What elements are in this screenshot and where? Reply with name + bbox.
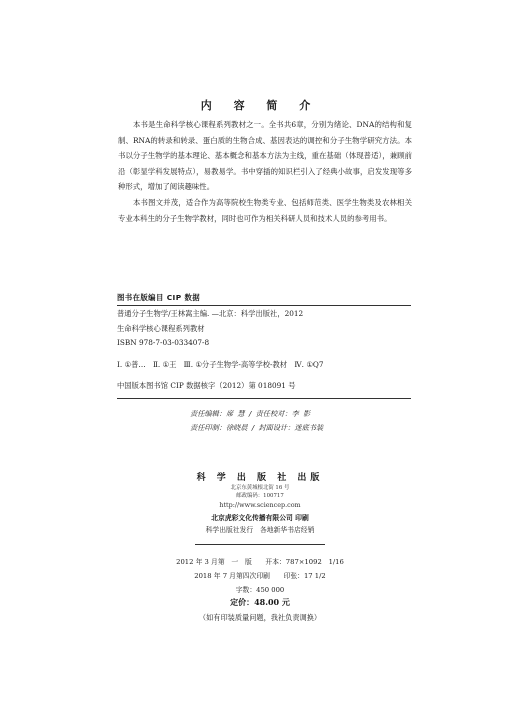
cip-block	[117, 307, 417, 394]
publisher-zip: 邮政编码：100717	[236, 493, 284, 499]
cip-bottom-rule	[117, 398, 411, 399]
distribution-line: 科学出版社发行 各地新华书店经销	[205, 526, 315, 534]
printer-line: 北京虎彩文化传播有限公司 印刷	[211, 514, 309, 522]
cip-title-line: 普通分子生物学/王林嵩主编. —北京：科学出版社，2012	[117, 309, 304, 318]
cip-number-line: 中国版本图书馆 CIP 数据核字（2012）第 018091 号	[117, 381, 296, 390]
publisher-name: 科 学 出 版 社 出版	[196, 473, 324, 483]
price: 定价：48.00 元	[230, 597, 290, 607]
cip-top-rule	[117, 305, 411, 306]
cip-series-line: 生命科学核心课程系列教材	[117, 323, 205, 333]
publisher-rule	[195, 544, 325, 545]
cip-gap	[117, 372, 417, 379]
cip-isbn-line: ISBN 978-7-03-033407-8	[117, 338, 210, 347]
editors-block	[190, 407, 323, 435]
publisher-url: http://www.sciencep.com	[219, 501, 301, 509]
cip-gap	[117, 351, 417, 358]
editors-line-2: 责任印制：徐晓晨 / 封面设计：迷底书装	[190, 423, 324, 432]
intro-paragraph-1: 本书是生命科学核心课程系列教材之一。全书共6章，分别为绪论、DNA的结构和复制、RNA的转录和转录、蛋白质的生物合成、基因表达的调控和分子生物学研究方法。本书以分子生物学的基本理论、基本概念和基本方法为主线，重在基础（体现普适），兼顾前沿（彰显学科发展特点），易教易学。书中穿插的知识栏引入了经典小故事，启发发现等多种形式，增加了阅读趣味性。	[118, 120, 412, 192]
cip-heading: 图书在版编目 CIP 数据	[117, 293, 201, 302]
cip-subject-line: Ⅰ. ①普… Ⅱ. ①王 Ⅲ. ①分子生物学-高等学校-教材 Ⅳ. ①Q7	[117, 359, 324, 369]
intro-title: 内 容 简 介	[200, 99, 320, 112]
editors-line-1: 责任编辑：席 慧 / 责任校对：李 影	[190, 409, 311, 418]
intro-paragraph-2: 本书图文并茂，适合作为高等院校生物类专业、包括师范类、医学生物类及农林相关专业本科生的分子生物学教材，同时也可作为相关科研人员和技术人员的参考用书。	[118, 197, 412, 223]
quality-note: （如有印装质量问题，我社负责调换）	[198, 613, 322, 622]
word-count: 字数：450 000	[235, 586, 285, 594]
intro-text	[118, 117, 412, 226]
edition-line-2: 2018 年 7 月第四次印刷 印张：17 1/2	[194, 572, 326, 580]
publisher-address: 北京东黄城根北街 16 号	[230, 485, 290, 491]
edition-line-1: 2012 年 3 月第 一 版 开本：787×1092 1/16	[176, 558, 344, 566]
